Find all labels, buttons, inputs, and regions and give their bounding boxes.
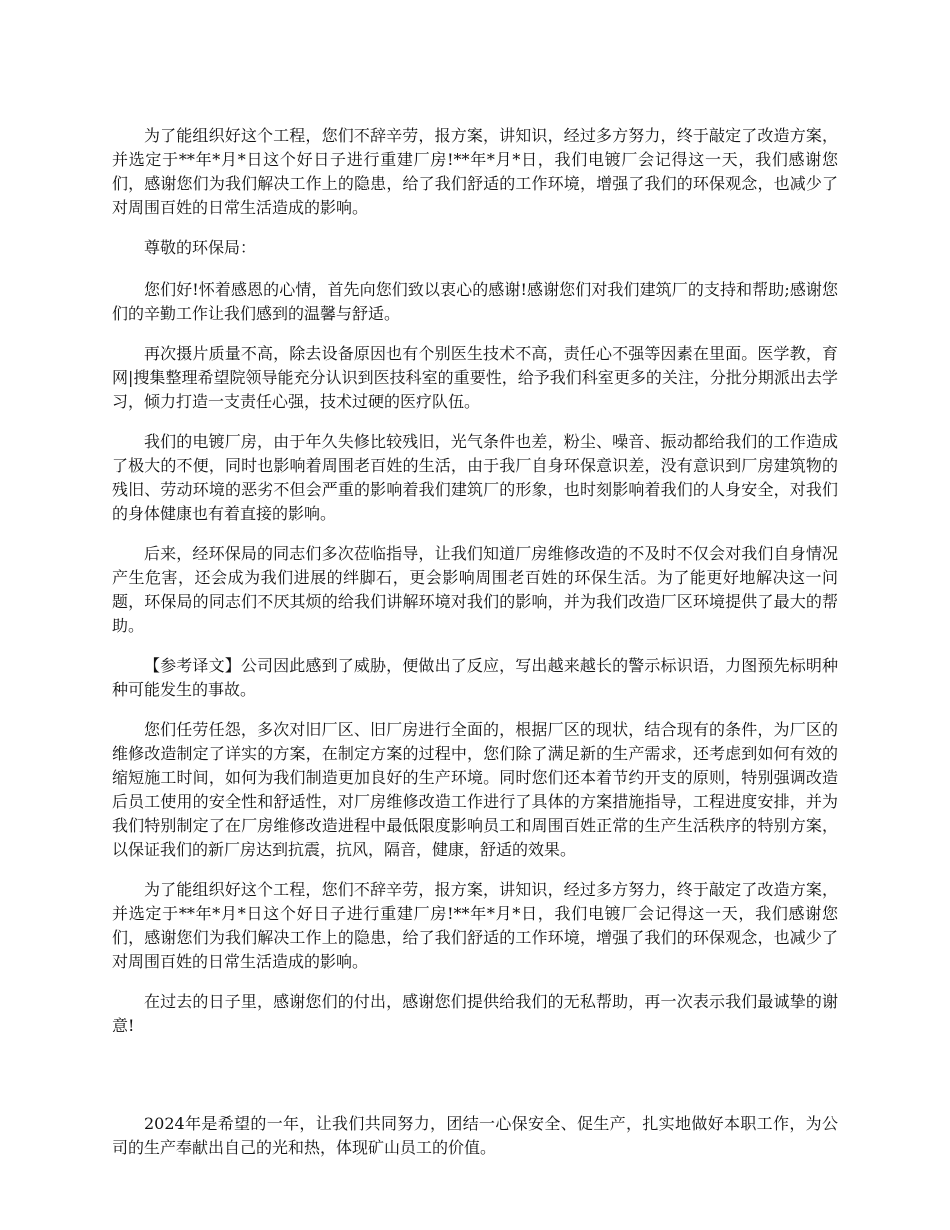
paragraph-7: 您们任劳任怨，多次对旧厂区、旧厂房进行全面的，根据厂区的现状，结合现有的条件，为厂区的维修改造制定了详实的方案，在制定方案的过程中，您们除了满足新的生产需求，还考虑到如何有效的缩短施工时间，如何为我们制造更加良好的生产环境。同时您们还本着节约开支的原则，特别强调改造后员工使用的安全性和舒适性，对厂房维修改造工作进行了具体的方案措施指导，工程进度安排，并为我们特别制定了在厂房维修改造进程中最低限度影响员工和周围百姓正常的生产生活秩序的特别方案，以保证我们的新厂房达到抗震，抗风，隔音，健康，舒适的效果。 (112, 720, 838, 859)
paragraph-4: 我们的电镀厂房，由于年久失修比较残旧，光气条件也差，粉尘、噪音、振动都给我们的工作造成了极大的不便，同时也影响着周围老百姓的生活，由于我厂自身环保意识差，没有意识到厂房建筑物的残旧、劳动环境的恶劣不但会严重的影响着我们建筑厂的形象，也时刻影响着我们的人身安全，对我们的身体健康也有着直接的影响。 (112, 432, 838, 523)
paragraph-thanks: 在过去的日子里，感谢您们的付出，感谢您们提供给我们的无私帮助，再一次表示我们最诚挚的谢意! (112, 992, 838, 1035)
paragraph-5: 后来，经环保局的同志们多次莅临指导，让我们知道厂房维修改造的不及时不仅会对我们自身情况产生危害，还会成为我们进展的绊脚石，更会影响周围老百姓的环保生活。为了能更好地解决这一问题，环保局的同志们不厌其烦的给我们讲解环境对我们的影响，并为我们改造厂区环境提供了最大的帮助。 (112, 544, 838, 635)
paragraph-greeting: 您们好!怀着感恩的心情，首先向您们致以衷心的感谢!感谢您们对我们建筑厂的支持和帮助;感谢您们的辛勤工作让我们感到的温馨与舒适。 (112, 280, 838, 323)
salutation: 尊敬的环保局： (144, 238, 257, 257)
paragraph-reference-translation: 【参考译文】公司因此感到了威胁，便做出了反应，写出越来越长的警示标识语，力图预先标明种种可能发生的事故。 (112, 656, 838, 699)
paragraph-closing: 2024年是希望的一年，让我们共同努力，团结一心保安全、促生产，扎实地做好本职工作，为公司的生产奉献出自己的光和热，体现矿山员工的价值。 (112, 1114, 838, 1157)
section-gap (112, 1054, 838, 1112)
paragraph-1: 为了能组织好这个工程，您们不辞辛劳，报方案，讲知识，经过多方努力，终于敲定了改造方案，并选定于**年*月*日这个好日子进行重建厂房!**年*月*日，我们电镀厂会记得这一天，我们感谢您们，感谢您们为我们解决工作上的隐患，给了我们舒适的工作环境，增强了我们的环保观念，也减少了对周围百姓的日常生活造成的影响。 (112, 126, 838, 217)
paragraph-3: 再次摄片质量不高，除去设备原因也有个别医生技术不高，责任心不强等因素在里面。医学教，育网|搜集整理希望院领导能充分认识到医技科室的重要性，给予我们科室更多的关注，分批分期派出去学习，倾力打造一支责任心强，技术过硬的医疗队伍。 (112, 344, 838, 411)
paragraph-8: 为了能组织好这个工程，您们不辞辛劳，报方案，讲知识，经过多方努力，终于敲定了改造方案，并选定于**年*月*日这个好日子进行重建厂房!**年*月*日，我们电镀厂会记得这一天，我们感谢您们，感谢您们为我们解决工作上的隐患，给了我们舒适的工作环境，增强了我们的环保观念，也减少了对周围百姓的日常生活造成的影响。 (112, 880, 838, 971)
